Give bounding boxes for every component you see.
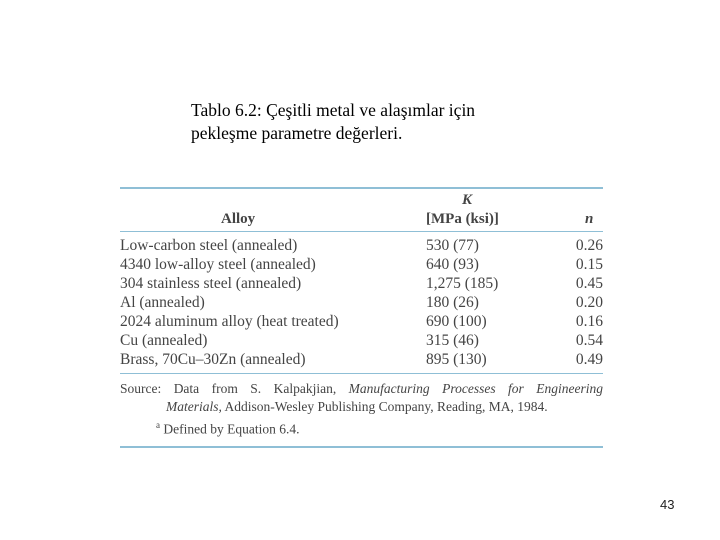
source-word: Manufacturing xyxy=(348,381,430,396)
cell-alloy: Cu (annealed) xyxy=(120,332,208,349)
cell-alloy: Low-carbon steel (annealed) xyxy=(120,237,298,254)
caption-line-2: pekleşme parametre değerleri. xyxy=(191,123,403,143)
table-bottom-rule xyxy=(120,446,603,448)
cell-k: 1,275 (185) xyxy=(426,275,499,292)
cell-n: 0.54 xyxy=(575,332,603,349)
source-line-1 xyxy=(120,380,603,398)
cell-n: 0.20 xyxy=(575,294,603,311)
hardening-parameters-table xyxy=(120,187,603,448)
source-word: for xyxy=(508,381,524,396)
cell-alloy: 4340 low-alloy steel (annealed) xyxy=(120,256,316,273)
cell-alloy: 304 stainless steel (annealed) xyxy=(120,275,302,292)
cell-n: 0.16 xyxy=(575,313,603,330)
footnote xyxy=(120,416,603,439)
table-body xyxy=(120,232,603,373)
header-k-unit: [MPa (ksi)] xyxy=(426,211,499,227)
cell-alloy: 2024 aluminum alloy (heat treated) xyxy=(120,313,339,330)
header-k-symbol: K xyxy=(462,192,473,208)
source-word: Data xyxy=(173,381,200,396)
header-n: n xyxy=(585,211,594,227)
caption-line-1: Tablo 6.2: Çeşitli metal ve alaşımlar için xyxy=(191,100,476,120)
source-word: Engineering xyxy=(536,381,603,396)
footnote-mark: a xyxy=(156,420,160,430)
cell-k: 690 (100) xyxy=(426,313,487,330)
page-number: 43 xyxy=(660,497,675,512)
table-row xyxy=(120,236,603,255)
source-word: Processes xyxy=(442,381,496,396)
cell-k: 895 (130) xyxy=(426,351,487,368)
table-row xyxy=(120,274,603,293)
cell-n: 0.49 xyxy=(575,351,603,368)
cell-n: 0.45 xyxy=(575,275,603,292)
table-row xyxy=(120,331,603,350)
cell-n: 0.26 xyxy=(575,237,603,254)
header-alloy: Alloy xyxy=(221,211,256,227)
source-italic: Materials, xyxy=(166,399,222,414)
footnote-text: Defined by Equation 6.4. xyxy=(163,421,300,437)
table-caption xyxy=(191,99,591,145)
table-row xyxy=(120,312,603,331)
cell-alloy: Brass, 70Cu–30Zn (annealed) xyxy=(120,351,306,368)
cell-k: 530 (77) xyxy=(426,237,479,254)
source-rest: Addison-Wesley Publishing Company, Reading, MA, 1984. xyxy=(224,399,548,414)
table-row xyxy=(120,350,603,369)
cell-alloy: Al (annealed) xyxy=(120,294,205,311)
cell-k: 315 (46) xyxy=(426,332,479,349)
source-word: Kalpakjian, xyxy=(273,381,337,396)
source-line-2 xyxy=(120,398,603,416)
cell-n: 0.15 xyxy=(575,256,603,273)
table-row xyxy=(120,255,603,274)
cell-k: 180 (26) xyxy=(426,294,479,311)
table-notes xyxy=(120,374,603,446)
source-word: from xyxy=(211,381,238,396)
table-row xyxy=(120,293,603,312)
cell-k: 640 (93) xyxy=(426,256,479,273)
source-word: S. xyxy=(250,381,262,396)
source-word: Source: xyxy=(120,381,162,396)
table-header xyxy=(120,189,603,231)
